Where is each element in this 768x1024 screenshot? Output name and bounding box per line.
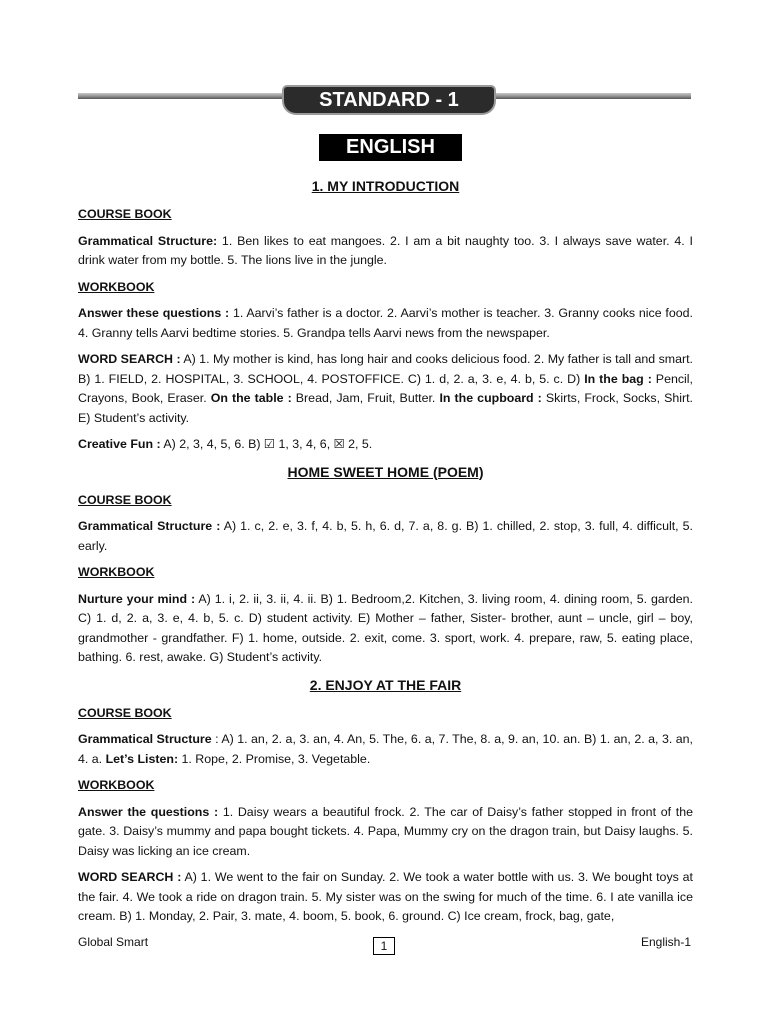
para-label: Grammatical Structure: (78, 233, 218, 248)
workbook-heading: WORKBOOK (78, 565, 155, 579)
para-label: On the table : (210, 391, 292, 405)
para-label: WORD SEARCH : (78, 352, 181, 366)
para-text: Pencil, Crayons, Book, Eraser. (78, 371, 693, 405)
para-label: WORD SEARCH : (78, 870, 182, 884)
subject-title: ENGLISH (319, 134, 462, 161)
paragraph (78, 517, 693, 556)
chapter-title: 2. ENJOY AT THE FAIR (309, 676, 462, 693)
paragraph (78, 435, 693, 455)
para-label: In the bag : (584, 371, 652, 386)
para-label: Grammatical Structure (78, 732, 212, 746)
paragraph (78, 868, 693, 927)
para-text: A) 2, 3, 4, 5, 6. B) ☑ 1, 3, 4, 6, ☒ 2, 5. (160, 437, 373, 451)
workbook-heading: WORKBOOK (78, 778, 155, 792)
para-text: 1. Aarvi’s father is a doctor. 2. Aarvi’s mother is teacher. 3. Granny cooks nice food. 4. Granny tells Aarvi bedtime stories. 5. Grandpa tells Aarvi news from the newspaper. (78, 306, 693, 340)
para-text: : A) 1. an, 2. a, 3. an, 4. An, 5. The, 6. a, 7. The, 8. a, 9. an, 10. an. B) 1. an, 2. a, 3. an, 4. a. (78, 732, 694, 766)
course-book-heading: COURSE BOOK (78, 207, 172, 221)
chapter-title: HOME SWEET HOME (POEM) (287, 463, 484, 480)
workbook-heading: WORKBOOK (78, 279, 155, 294)
footer-publisher: Global Smart (78, 935, 149, 949)
para-label: Grammatical Structure : (78, 519, 221, 533)
page-number: 1 (373, 937, 395, 955)
page-content (78, 176, 693, 934)
page-footer (78, 935, 691, 955)
course-book-heading: COURSE BOOK (78, 705, 172, 720)
para-text: A) 1. We went to the fair on Sunday. 2. We took a water bottle with us. 3. We bought toys at the fair. 4. We took a ride on dragon train. 5. My sister was on the swing for much of the time. 6. I ate vanilla ice cream. B) 1. Monday, 2. Pair, 3. mate, 4. boom, 5. book, 6. ground. C) Ice cream, frock, bag, gate, (78, 870, 693, 923)
para-label: Answer the questions : (78, 804, 219, 819)
standard-title: STANDARD - 1 (284, 87, 494, 113)
paragraph (78, 803, 693, 862)
course-book-heading: COURSE BOOK (78, 492, 172, 507)
paragraph (78, 730, 693, 769)
para-text: Skirts, Frock, Socks, Shirt. E) Student’s activity. (78, 391, 694, 425)
para-label: Nurture your mind : (78, 591, 196, 606)
para-text: 1. Daisy wears a beautiful frock. 2. The car of Daisy’s father stopped in front of the gate. 3. Daisy’s mummy and papa bought tickets. 4. Papa, Mummy cry on the dragon train, but Daisy laughs. 5. Daisy was licking an ice cream. (78, 804, 693, 858)
para-label: Let’s Listen: (105, 751, 179, 766)
para-label: Creative Fun : (78, 437, 161, 451)
footer-subject: English-1 (640, 935, 691, 949)
paragraph (78, 304, 693, 343)
para-text: 1. Ben likes to eat mangoes. 2. I am a bit naughty too. 3. I always save water. 4. I drink water from my bottle. 5. The lions live in the jungle. (78, 233, 693, 267)
para-text: Bread, Jam, Fruit, Butter. (291, 391, 440, 405)
chapter-title: 1. MY INTRODUCTION (311, 178, 460, 194)
para-text: A) 1. c, 2. e, 3. f, 4. b, 5. h, 6. d, 7. a, 8. g. B) 1. chilled, 2. stop, 3. full, 4. difficult, 5. early. (78, 519, 693, 553)
para-text: A) 1. i, 2. ii, 3. ii, 4. ii. B) 1. Bedroom,2. Kitchen, 3. living room, 4. dining room, 5. garden. C) 1. d, 2. a, 3. e, 4. b, 5. c. D) student activity. E) Mother – father, Sister- brother, aunt – uncle, girl – boy, grandmother - grandfather. F) 1. home, outside. 2. exit, come. 3. sport, work. 4. prepare, raw, 5. eating place, bathing. 6. rest, awake. G) Student’s activity. (78, 591, 693, 664)
para-label: In the cupboard : (439, 391, 542, 405)
para-label: Answer these questions : (78, 306, 230, 320)
paragraph (78, 232, 693, 271)
paragraph (78, 590, 693, 668)
para-text: A) 1. My mother is kind, has long hair and cooks delicious food. 2. My father is tall and smart. B) 1. FIELD, 2. HOSPITAL, 3. SCHOOL, 4. POSTOFFICE. C) 1. d, 2. a, 3. e, 4. b, 5. c. D) (78, 352, 694, 386)
paragraph (78, 350, 693, 428)
para-text: 1. Rope, 2. Promise, 3. Vegetable. (178, 751, 371, 766)
